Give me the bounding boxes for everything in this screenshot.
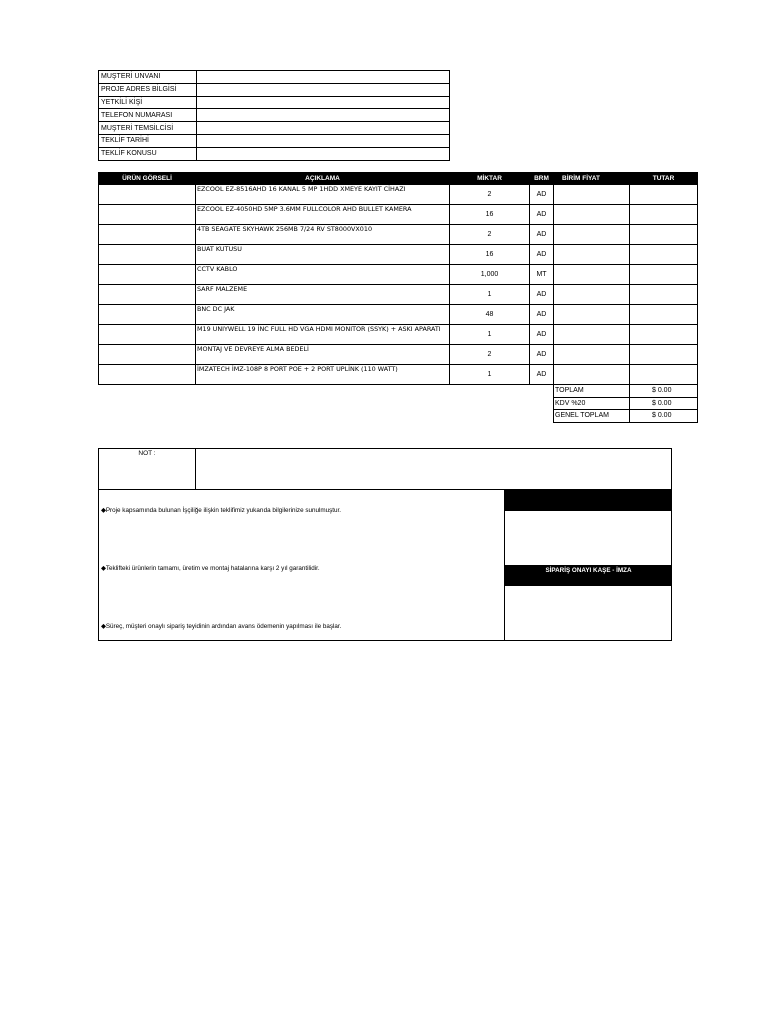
product-description: MONTAJ VE DEVREYE ALMA BEDELİ bbox=[196, 345, 450, 365]
product-unit: MT bbox=[530, 265, 554, 285]
info-value bbox=[197, 71, 450, 84]
term-scope: ◆Proje kapsamında bulunan İşçiliğe ilişkin teklifimiz yukarıda bilgilerinize sunulmuştur. bbox=[101, 507, 342, 514]
product-description: EZCOOL EZ-4050HD 5MP 3.6MM FULLCOLOR AHD BULLET KAMERA bbox=[196, 205, 450, 225]
product-unit: AD bbox=[530, 225, 554, 245]
product-image-cell bbox=[99, 325, 196, 345]
totals-row bbox=[99, 410, 698, 423]
product-quantity: 48 bbox=[450, 305, 530, 325]
product-quantity: 1 bbox=[450, 365, 530, 385]
product-image-cell bbox=[99, 185, 196, 205]
table-row bbox=[99, 285, 698, 305]
product-quantity: 16 bbox=[450, 205, 530, 225]
info-label: TEKLİF KONUSU bbox=[99, 147, 197, 160]
product-description: SARF MALZEME bbox=[196, 285, 450, 305]
product-image-cell bbox=[99, 245, 196, 265]
totals-label: GENEL TOPLAM bbox=[554, 410, 630, 423]
info-row bbox=[99, 122, 450, 135]
product-description: CCTV KABLO bbox=[196, 265, 450, 285]
product-unit: AD bbox=[530, 365, 554, 385]
product-description: M19 UNIYWELL 19 İNC FULL HD VGA HDMI MONITOR (SSYK) + ASKI APARATI bbox=[196, 325, 450, 345]
product-quantity: 1 bbox=[450, 325, 530, 345]
product-total bbox=[630, 285, 698, 305]
product-quantity: 1,000 bbox=[450, 265, 530, 285]
approval-top-bar bbox=[505, 490, 672, 511]
header-total: TUTAR bbox=[630, 172, 698, 185]
table-row bbox=[99, 345, 698, 365]
info-value bbox=[197, 109, 450, 122]
info-label: YETKİLİ KİŞİ bbox=[99, 96, 197, 109]
product-unit-price bbox=[554, 325, 630, 345]
product-description: 4TB SEAGATE SKYHAWK 256MB 7/24 RV ST8000VX010 bbox=[196, 225, 450, 245]
product-quantity: 16 bbox=[450, 245, 530, 265]
product-unit: AD bbox=[530, 205, 554, 225]
product-unit-price bbox=[554, 265, 630, 285]
product-unit-price bbox=[554, 245, 630, 265]
table-row bbox=[99, 365, 698, 385]
product-unit-price bbox=[554, 205, 630, 225]
info-value bbox=[197, 96, 450, 109]
product-image-cell bbox=[99, 205, 196, 225]
totals-spacer bbox=[99, 385, 554, 398]
totals-value: $ 0.00 bbox=[630, 385, 698, 398]
product-unit: AD bbox=[530, 325, 554, 345]
product-total bbox=[630, 185, 698, 205]
product-total bbox=[630, 345, 698, 365]
product-total bbox=[630, 365, 698, 385]
product-unit-price bbox=[554, 285, 630, 305]
totals-spacer bbox=[99, 410, 554, 423]
info-row bbox=[99, 83, 450, 96]
product-description: İMZATECH İMZ-108P 8 PORT POE + 2 PORT UPLİNK (110 WATT) bbox=[196, 365, 450, 385]
header-quantity: MİKTAR bbox=[450, 172, 530, 185]
note-label: NOT : bbox=[99, 449, 196, 489]
product-image-cell bbox=[99, 365, 196, 385]
product-unit-price bbox=[554, 225, 630, 245]
totals-label: KDV %20 bbox=[554, 397, 630, 410]
order-approval-box bbox=[504, 490, 672, 641]
product-image-cell bbox=[99, 225, 196, 245]
info-value bbox=[197, 147, 450, 160]
product-quantity: 2 bbox=[450, 185, 530, 205]
info-row bbox=[99, 71, 450, 84]
info-label: PROJE ADRES BİLGİSİ bbox=[99, 83, 197, 96]
info-row bbox=[99, 134, 450, 147]
product-total bbox=[630, 265, 698, 285]
product-quantity: 2 bbox=[450, 225, 530, 245]
totals-spacer bbox=[99, 397, 554, 410]
table-row bbox=[99, 325, 698, 345]
product-total bbox=[630, 205, 698, 225]
totals-value: $ 0.00 bbox=[630, 410, 698, 423]
info-row bbox=[99, 147, 450, 160]
product-total bbox=[630, 325, 698, 345]
table-row bbox=[99, 185, 698, 205]
table-row bbox=[99, 205, 698, 225]
product-unit-price bbox=[554, 185, 630, 205]
product-total bbox=[630, 245, 698, 265]
products-table bbox=[98, 172, 698, 423]
note-box bbox=[98, 448, 672, 490]
info-value bbox=[197, 83, 450, 96]
product-total bbox=[630, 225, 698, 245]
product-unit: AD bbox=[530, 245, 554, 265]
info-label: MUŞTERİ TEMSİLCİSİ bbox=[99, 122, 197, 135]
product-total bbox=[630, 305, 698, 325]
totals-value: $ 0.00 bbox=[630, 397, 698, 410]
header-description: AÇIKLAMA bbox=[196, 172, 450, 185]
customer-info-table bbox=[98, 70, 450, 161]
table-row bbox=[99, 305, 698, 325]
product-image-cell bbox=[99, 305, 196, 325]
product-image-cell bbox=[99, 345, 196, 365]
info-row bbox=[99, 109, 450, 122]
totals-row bbox=[99, 397, 698, 410]
totals-label: TOPLAM bbox=[554, 385, 630, 398]
info-row bbox=[99, 96, 450, 109]
product-unit: AD bbox=[530, 185, 554, 205]
product-description: BUAT KUTUSU bbox=[196, 245, 450, 265]
approval-divider bbox=[505, 585, 672, 586]
totals-row bbox=[99, 385, 698, 398]
table-row bbox=[99, 225, 698, 245]
term-warranty: ◆Teklifteki ürünlerin tamamı, üretim ve montaj hatalarına karşı 2 yıl garantilidir. bbox=[101, 565, 320, 572]
header-unit: BRM bbox=[530, 172, 554, 185]
header-image: ÜRÜN GÖRSELİ bbox=[99, 172, 196, 185]
info-label: MUŞTERİ UNVANI bbox=[99, 71, 197, 84]
header-unit-price: BİRİM FİYAT bbox=[554, 172, 630, 185]
order-approval-label: SİPARİŞ ONAYI KAŞE - İMZA bbox=[505, 565, 672, 585]
table-row bbox=[99, 245, 698, 265]
term-process: ◆Süreç, müşteri onaylı sipariş teyidinin ardından avans ödemenin yapılması ile başlar. bbox=[101, 623, 342, 630]
product-quantity: 1 bbox=[450, 285, 530, 305]
products-header-row bbox=[99, 172, 698, 185]
product-unit-price bbox=[554, 345, 630, 365]
product-unit-price bbox=[554, 365, 630, 385]
product-image-cell bbox=[99, 285, 196, 305]
product-unit: AD bbox=[530, 285, 554, 305]
info-label: TEKLİF TARİHİ bbox=[99, 134, 197, 147]
product-unit: AD bbox=[530, 305, 554, 325]
product-unit: AD bbox=[530, 345, 554, 365]
product-unit-price bbox=[554, 305, 630, 325]
info-value bbox=[197, 122, 450, 135]
product-description: EZCOOL EZ-8516AHD 16 KANAL 5 MP 1HDD XMEYE KAYIT CİHAZI bbox=[196, 185, 450, 205]
table-row bbox=[99, 265, 698, 285]
product-image-cell bbox=[99, 265, 196, 285]
product-description: BNC DC JAK bbox=[196, 305, 450, 325]
product-quantity: 2 bbox=[450, 345, 530, 365]
info-label: TELEFON NUMARASI bbox=[99, 109, 197, 122]
info-value bbox=[197, 134, 450, 147]
